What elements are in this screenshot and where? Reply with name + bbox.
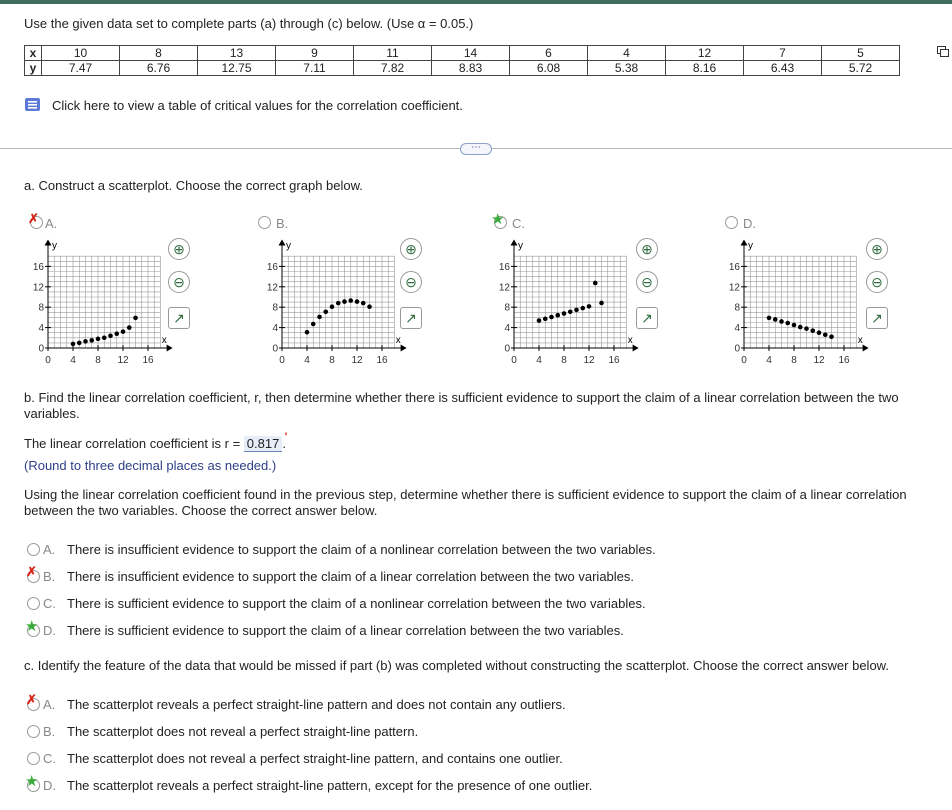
y-axis-label: y bbox=[286, 240, 291, 252]
table-cell: 7 bbox=[744, 46, 822, 61]
table-cell: 14 bbox=[432, 46, 510, 61]
wrong-mark-icon: ✗ bbox=[28, 211, 39, 226]
x-tick-label: 16 bbox=[608, 355, 620, 366]
graph-option-label: D. bbox=[743, 216, 756, 231]
x-tick-label: 0 bbox=[741, 355, 747, 366]
option-letter: C. bbox=[43, 751, 56, 766]
part-b-question: b. Find the linear correlation coefficient, r, then determine whether there is sufficient evidence to support the claim of a linear correlation between the two variables. bbox=[24, 390, 899, 421]
correct-star-icon: ★ bbox=[491, 211, 505, 228]
x-tick-label: 4 bbox=[536, 355, 542, 366]
data-point bbox=[593, 281, 598, 286]
table-header-y: y bbox=[25, 61, 42, 76]
x-tick-label: 16 bbox=[142, 355, 154, 366]
graph-option-label: B. bbox=[276, 216, 289, 231]
data-point bbox=[804, 326, 809, 331]
option-text: There is sufficient evidence to support the claim of a linear correlation between the two variables. bbox=[67, 623, 624, 638]
r-answer-line bbox=[24, 431, 288, 452]
x-tick-label: 8 bbox=[95, 355, 101, 366]
radio-b[interactable] bbox=[258, 216, 271, 229]
data-point bbox=[355, 299, 360, 304]
critical-values-link[interactable]: Click here to view a table of critical values for the correlation coefficient. bbox=[52, 98, 463, 113]
data-point bbox=[798, 325, 803, 330]
x-tick-label: 16 bbox=[838, 355, 850, 366]
data-point bbox=[549, 315, 554, 320]
y-axis-arrow bbox=[511, 239, 518, 245]
data-point bbox=[574, 308, 579, 313]
table-cell: 12 bbox=[666, 46, 744, 61]
table-cell: 9 bbox=[276, 46, 354, 61]
data-point bbox=[537, 318, 542, 323]
table-cell: 10 bbox=[42, 46, 120, 61]
zoom-in-icon[interactable]: ⊕ bbox=[636, 238, 658, 260]
data-point bbox=[785, 321, 790, 326]
data-table bbox=[24, 45, 900, 76]
graph-option-label: C. bbox=[512, 216, 525, 231]
popout-icon[interactable]: ↗ bbox=[168, 307, 190, 329]
data-point bbox=[305, 330, 310, 335]
table-cell: 5.72 bbox=[822, 61, 900, 76]
x-tick-label: 4 bbox=[766, 355, 772, 366]
x-tick-label: 0 bbox=[511, 355, 517, 366]
instructions: Use the given data set to complete parts (a) through (c) below. (Use α = 0.05.) bbox=[24, 16, 474, 31]
y-tick-label: 4 bbox=[504, 323, 510, 335]
table-cell: 6 bbox=[510, 46, 588, 61]
data-point bbox=[361, 301, 366, 306]
table-row-x bbox=[25, 46, 900, 61]
data-point bbox=[121, 329, 126, 334]
data-point bbox=[773, 317, 778, 322]
r-value-field[interactable] bbox=[244, 431, 288, 452]
data-point bbox=[311, 322, 316, 327]
y-axis-arrow bbox=[279, 239, 286, 245]
data-point bbox=[342, 299, 347, 304]
zoom-out-icon[interactable]: ⊖ bbox=[866, 271, 888, 293]
data-point bbox=[77, 341, 82, 346]
copy-table-icon[interactable] bbox=[937, 46, 949, 58]
y-axis-label: y bbox=[518, 240, 523, 252]
x-axis-arrow bbox=[401, 345, 407, 352]
data-point bbox=[555, 313, 560, 318]
table-cell: 6.08 bbox=[510, 61, 588, 76]
option-text: The scatterplot reveals a perfect straight-line pattern and does not contain any outliers. bbox=[67, 697, 566, 712]
data-point bbox=[330, 304, 335, 309]
radio-button[interactable] bbox=[27, 543, 40, 556]
y-tick-label: 16 bbox=[266, 261, 278, 273]
round-hint: (Round to three decimal places as needed.) bbox=[24, 458, 277, 473]
option-letter: A. bbox=[43, 697, 56, 712]
data-point bbox=[127, 325, 132, 330]
part-b-question-2: Using the linear correlation coefficient found in the previous step, determine whether there is sufficient evidence to support the claim of a linear correlation between the two variables. Choose the correct answer below. bbox=[24, 487, 907, 518]
x-tick-label: 8 bbox=[329, 355, 335, 366]
popout-icon[interactable]: ↗ bbox=[636, 307, 658, 329]
option-letter: B. bbox=[43, 569, 56, 584]
graph-option-label: A. bbox=[45, 216, 58, 231]
data-point bbox=[89, 338, 94, 343]
y-tick-label: 0 bbox=[38, 343, 44, 355]
y-tick-label: 8 bbox=[734, 302, 740, 314]
x-tick-label: 12 bbox=[351, 355, 363, 366]
y-tick-label: 0 bbox=[504, 343, 510, 355]
data-point bbox=[817, 330, 822, 335]
option-text: The scatterplot reveals a perfect straight-line pattern, except for the presence of one outlier. bbox=[67, 778, 593, 793]
option-letter: D. bbox=[43, 623, 56, 638]
data-point bbox=[779, 319, 784, 324]
x-axis-label: x bbox=[395, 335, 401, 346]
data-point bbox=[767, 316, 772, 321]
data-point bbox=[829, 334, 834, 339]
radio-button[interactable] bbox=[27, 725, 40, 738]
table-cell: 5 bbox=[822, 46, 900, 61]
popout-icon[interactable]: ↗ bbox=[400, 307, 422, 329]
x-axis-arrow bbox=[633, 345, 639, 352]
option-text: There is insufficient evidence to support the claim of a nonlinear correlation between the two variables. bbox=[67, 542, 656, 557]
y-tick-label: 16 bbox=[32, 261, 44, 273]
data-point bbox=[543, 317, 548, 322]
data-point bbox=[810, 328, 815, 333]
data-point bbox=[83, 339, 88, 344]
zoom-out-icon[interactable]: ⊖ bbox=[636, 271, 658, 293]
zoom-in-icon[interactable]: ⊕ bbox=[168, 238, 190, 260]
data-point bbox=[114, 331, 119, 336]
table-cell: 6.76 bbox=[120, 61, 198, 76]
x-tick-label: 4 bbox=[304, 355, 310, 366]
r-value: 0.817 bbox=[246, 436, 280, 451]
data-point bbox=[587, 304, 592, 309]
option-letter: D. bbox=[43, 778, 56, 793]
table-cell: 11 bbox=[354, 46, 432, 61]
y-axis-label: y bbox=[748, 240, 753, 252]
table-cell: 12.75 bbox=[198, 61, 276, 76]
book-icon[interactable] bbox=[24, 97, 42, 113]
data-point bbox=[133, 316, 138, 321]
y-tick-label: 4 bbox=[38, 323, 44, 335]
data-point bbox=[580, 306, 585, 311]
correct-star-icon: ★ bbox=[25, 618, 39, 635]
popout-icon[interactable]: ↗ bbox=[866, 307, 888, 329]
data-point bbox=[108, 333, 113, 338]
y-tick-label: 0 bbox=[272, 343, 278, 355]
data-point bbox=[323, 309, 328, 314]
data-point bbox=[336, 301, 341, 306]
table-cell: 13 bbox=[198, 46, 276, 61]
x-axis-arrow bbox=[167, 345, 173, 352]
x-tick-label: 16 bbox=[376, 355, 388, 366]
scatterplot-c bbox=[490, 234, 640, 370]
y-tick-label: 4 bbox=[734, 323, 740, 335]
option-text: The scatterplot does not reveal a perfect straight-line pattern. bbox=[67, 724, 419, 739]
y-tick-label: 4 bbox=[272, 323, 278, 335]
y-tick-label: 8 bbox=[272, 302, 278, 314]
x-tick-label: 0 bbox=[45, 355, 51, 366]
zoom-in-icon[interactable]: ⊕ bbox=[866, 238, 888, 260]
y-axis-arrow bbox=[741, 239, 748, 245]
y-tick-label: 0 bbox=[734, 343, 740, 355]
part-c-question: c. Identify the feature of the data that would be missed if part (b) was completed without constructing the scatterplot. Choose the correct answer below. bbox=[24, 658, 889, 673]
data-point bbox=[102, 336, 107, 341]
data-point bbox=[96, 337, 101, 342]
y-tick-label: 12 bbox=[498, 282, 510, 294]
y-tick-label: 12 bbox=[32, 282, 44, 294]
y-axis-label: y bbox=[52, 240, 57, 252]
x-axis-label: x bbox=[627, 335, 633, 346]
x-tick-label: 12 bbox=[117, 355, 129, 366]
y-tick-label: 16 bbox=[498, 261, 510, 273]
data-point bbox=[599, 301, 604, 306]
wrong-mark-icon: ✗ bbox=[26, 564, 37, 579]
x-tick-label: 4 bbox=[70, 355, 76, 366]
option-text: There is insufficient evidence to support the claim of a linear correlation between the two variables. bbox=[67, 569, 635, 584]
data-point bbox=[367, 304, 372, 309]
r-suffix: . bbox=[282, 436, 286, 451]
y-tick-label: 12 bbox=[728, 282, 740, 294]
table-row-y bbox=[25, 61, 900, 76]
zoom-in-icon[interactable]: ⊕ bbox=[400, 238, 422, 260]
table-cell: 6.43 bbox=[744, 61, 822, 76]
y-tick-label: 8 bbox=[38, 302, 44, 314]
table-cell: 7.47 bbox=[42, 61, 120, 76]
table-cell: 8 bbox=[120, 46, 198, 61]
data-point bbox=[71, 342, 76, 347]
y-tick-label: 12 bbox=[266, 282, 278, 294]
x-axis-arrow bbox=[863, 345, 869, 352]
option-letter: B. bbox=[43, 724, 56, 739]
table-cell: 8.83 bbox=[432, 61, 510, 76]
table-cell: 7.11 bbox=[276, 61, 354, 76]
x-tick-label: 0 bbox=[279, 355, 285, 366]
x-tick-label: 8 bbox=[561, 355, 567, 366]
x-tick-label: 8 bbox=[791, 355, 797, 366]
zoom-out-icon[interactable]: ⊖ bbox=[168, 271, 190, 293]
x-axis-label: x bbox=[857, 335, 863, 346]
option-letter: A. bbox=[43, 542, 56, 557]
y-tick-label: 16 bbox=[728, 261, 740, 273]
radio-d[interactable] bbox=[725, 216, 738, 229]
x-tick-label: 12 bbox=[583, 355, 595, 366]
more-button[interactable]: ⋯ bbox=[460, 143, 492, 155]
scatterplot-d bbox=[720, 234, 870, 370]
table-header-x: x bbox=[25, 46, 42, 61]
radio-button[interactable] bbox=[27, 752, 40, 765]
table-cell: 7.82 bbox=[354, 61, 432, 76]
y-tick-label: 8 bbox=[504, 302, 510, 314]
incorrect-tick-icon: ' bbox=[284, 431, 288, 443]
top-accent-bar bbox=[0, 0, 952, 4]
data-point bbox=[792, 323, 797, 328]
data-point bbox=[348, 298, 353, 303]
option-letter: C. bbox=[43, 596, 56, 611]
zoom-out-icon[interactable]: ⊖ bbox=[400, 271, 422, 293]
x-axis-label: x bbox=[161, 335, 167, 346]
scatterplot-b bbox=[258, 234, 408, 370]
data-point bbox=[568, 309, 573, 314]
table-cell: 5.38 bbox=[588, 61, 666, 76]
scatterplot-a bbox=[24, 234, 174, 370]
data-point bbox=[317, 315, 322, 320]
data-point bbox=[823, 332, 828, 337]
data-point bbox=[562, 311, 567, 316]
r-prefix: The linear correlation coefficient is r = bbox=[24, 436, 241, 451]
table-cell: 4 bbox=[588, 46, 666, 61]
x-tick-label: 12 bbox=[813, 355, 825, 366]
y-axis-arrow bbox=[45, 239, 52, 245]
correct-star-icon: ★ bbox=[25, 773, 39, 790]
radio-button[interactable] bbox=[27, 597, 40, 610]
wrong-mark-icon: ✗ bbox=[26, 692, 37, 707]
part-a-question: a. Construct a scatterplot. Choose the correct graph below. bbox=[24, 178, 363, 193]
option-text: The scatterplot does not reveal a perfect straight-line pattern, and contains one outlier. bbox=[67, 751, 563, 766]
table-cell: 8.16 bbox=[666, 61, 744, 76]
option-text: There is sufficient evidence to support the claim of a nonlinear correlation between the two variables. bbox=[67, 596, 646, 611]
